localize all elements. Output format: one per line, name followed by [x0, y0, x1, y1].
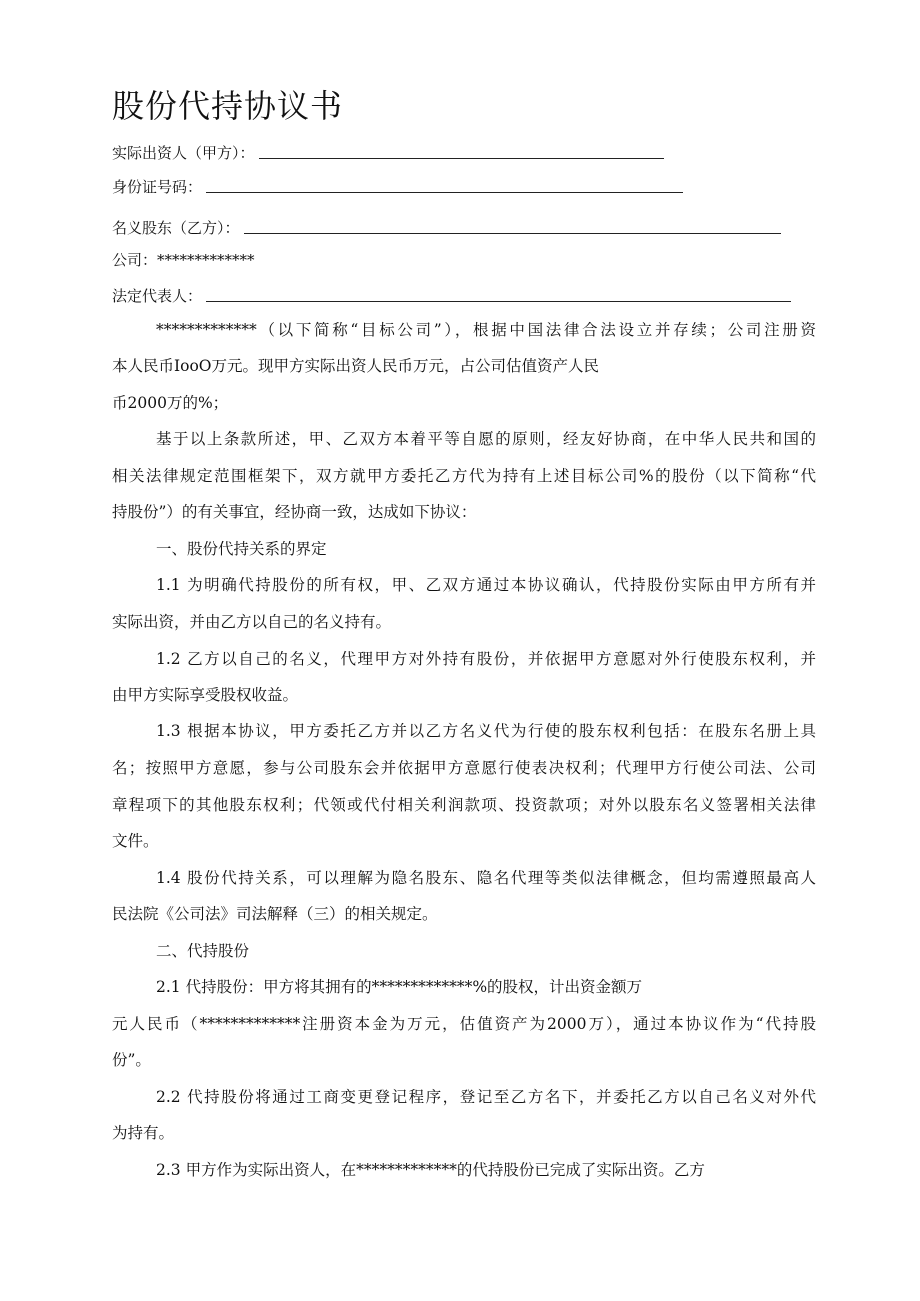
company-label: 公司： [112, 251, 158, 269]
paragraph-line: 2.2 代持股份将通过工商变更登记程序，登记至乙方名下，并委托乙方以自己名义对外代 [156, 1088, 816, 1106]
paragraph-line: 为持有。 [112, 1124, 175, 1142]
paragraph-line: 名；按照甲方意愿，参与公司股东会并依据甲方意愿行使表决权利；代理甲方行使公司法、公司 [112, 759, 816, 777]
paragraph-line: 1.3 根据本协议，甲方委托乙方并以乙方名义代为行使的股东权利包括：在股东名册上具 [156, 722, 816, 740]
legal-rep-field [112, 284, 791, 308]
paragraph-line: 1.4 股份代持关系，可以理解为隐名股东、隐名代理等类似法律概念，但均需遵照最高人 [156, 869, 816, 887]
paragraph-line: 元人民币（*************注册资本金为万元，估值资产为2000万），通过本协议作为“代持股 [112, 1015, 816, 1033]
paragraph-line: 基于以上条款所述，甲、乙双方本着平等自愿的原则，经友好协商，在中华人民共和国的 [156, 430, 816, 448]
company-field [112, 248, 255, 272]
id-number-field [112, 175, 683, 199]
paragraph-line: *************（以下简称“目标公司”），根据中国法律合法设立并存续；公司注册资 [156, 321, 816, 339]
legal-rep-blank [206, 284, 791, 302]
paragraph-line: 1.2 乙方以自己的名义，代理甲方对外持有股份，并依据甲方意愿对外行使股东权利，并 [156, 650, 816, 668]
paragraph-line: 持股份”）的有关事宜，经协商一致，达成如下协议： [112, 503, 477, 521]
document-title: 股份代持协议书 [112, 87, 344, 125]
party-b-field [112, 216, 781, 240]
party-b-label: 名义股东（乙方）： [112, 219, 240, 237]
party-a-field [112, 141, 664, 165]
paragraph-line: 民法院《公司法》司法解释（三）的相关规定。 [112, 905, 438, 923]
paragraph-line: 1.1 为明确代持股份的所有权，甲、乙双方通过本协议确认，代持股份实际由甲方所有并 [156, 576, 816, 594]
paragraph-line: 相关法律规定范围框架下，双方就甲方委托乙方代为持有上述目标公司%的股份（以下简称“代 [112, 467, 816, 485]
party-b-blank [244, 216, 781, 234]
paragraph-line: 由甲方实际享受股权收益。 [112, 686, 299, 704]
paragraph-line: 币2000万的%； [112, 394, 229, 412]
paragraph-line: 实际出资，并由乙方以自己的名义持有。 [112, 613, 392, 631]
paragraph-line: 章程项下的其他股东权利；代领或代付相关利润款项、投资款项；对外以股东名义签署相关法律 [112, 796, 816, 814]
paragraph-line: 本人民币IooO万元。现甲方实际出资人民币万元，占公司估值资产人民 [112, 357, 599, 375]
paragraph-line: 2.3 甲方作为实际出资人，在*************的代持股份已完成了实际出资。乙方 [156, 1161, 705, 1179]
section-heading: 一、股份代持关系的界定 [156, 540, 327, 558]
paragraph-line: 文件。 [112, 832, 159, 850]
party-a-blank [259, 141, 664, 159]
company-value: ************* [157, 251, 255, 269]
paragraph-line: 2.1 代持股份：甲方将其拥有的*************%的股权，计出资金额万 [156, 978, 643, 996]
section-heading: 二、代持股份 [156, 942, 250, 960]
paragraph-line: 份”。 [112, 1051, 151, 1069]
id-number-label: 身份证号码： [112, 178, 203, 196]
id-number-blank [206, 175, 683, 193]
legal-rep-label: 法定代表人： [112, 287, 203, 305]
party-a-label: 实际出资人（甲方）： [112, 144, 255, 162]
